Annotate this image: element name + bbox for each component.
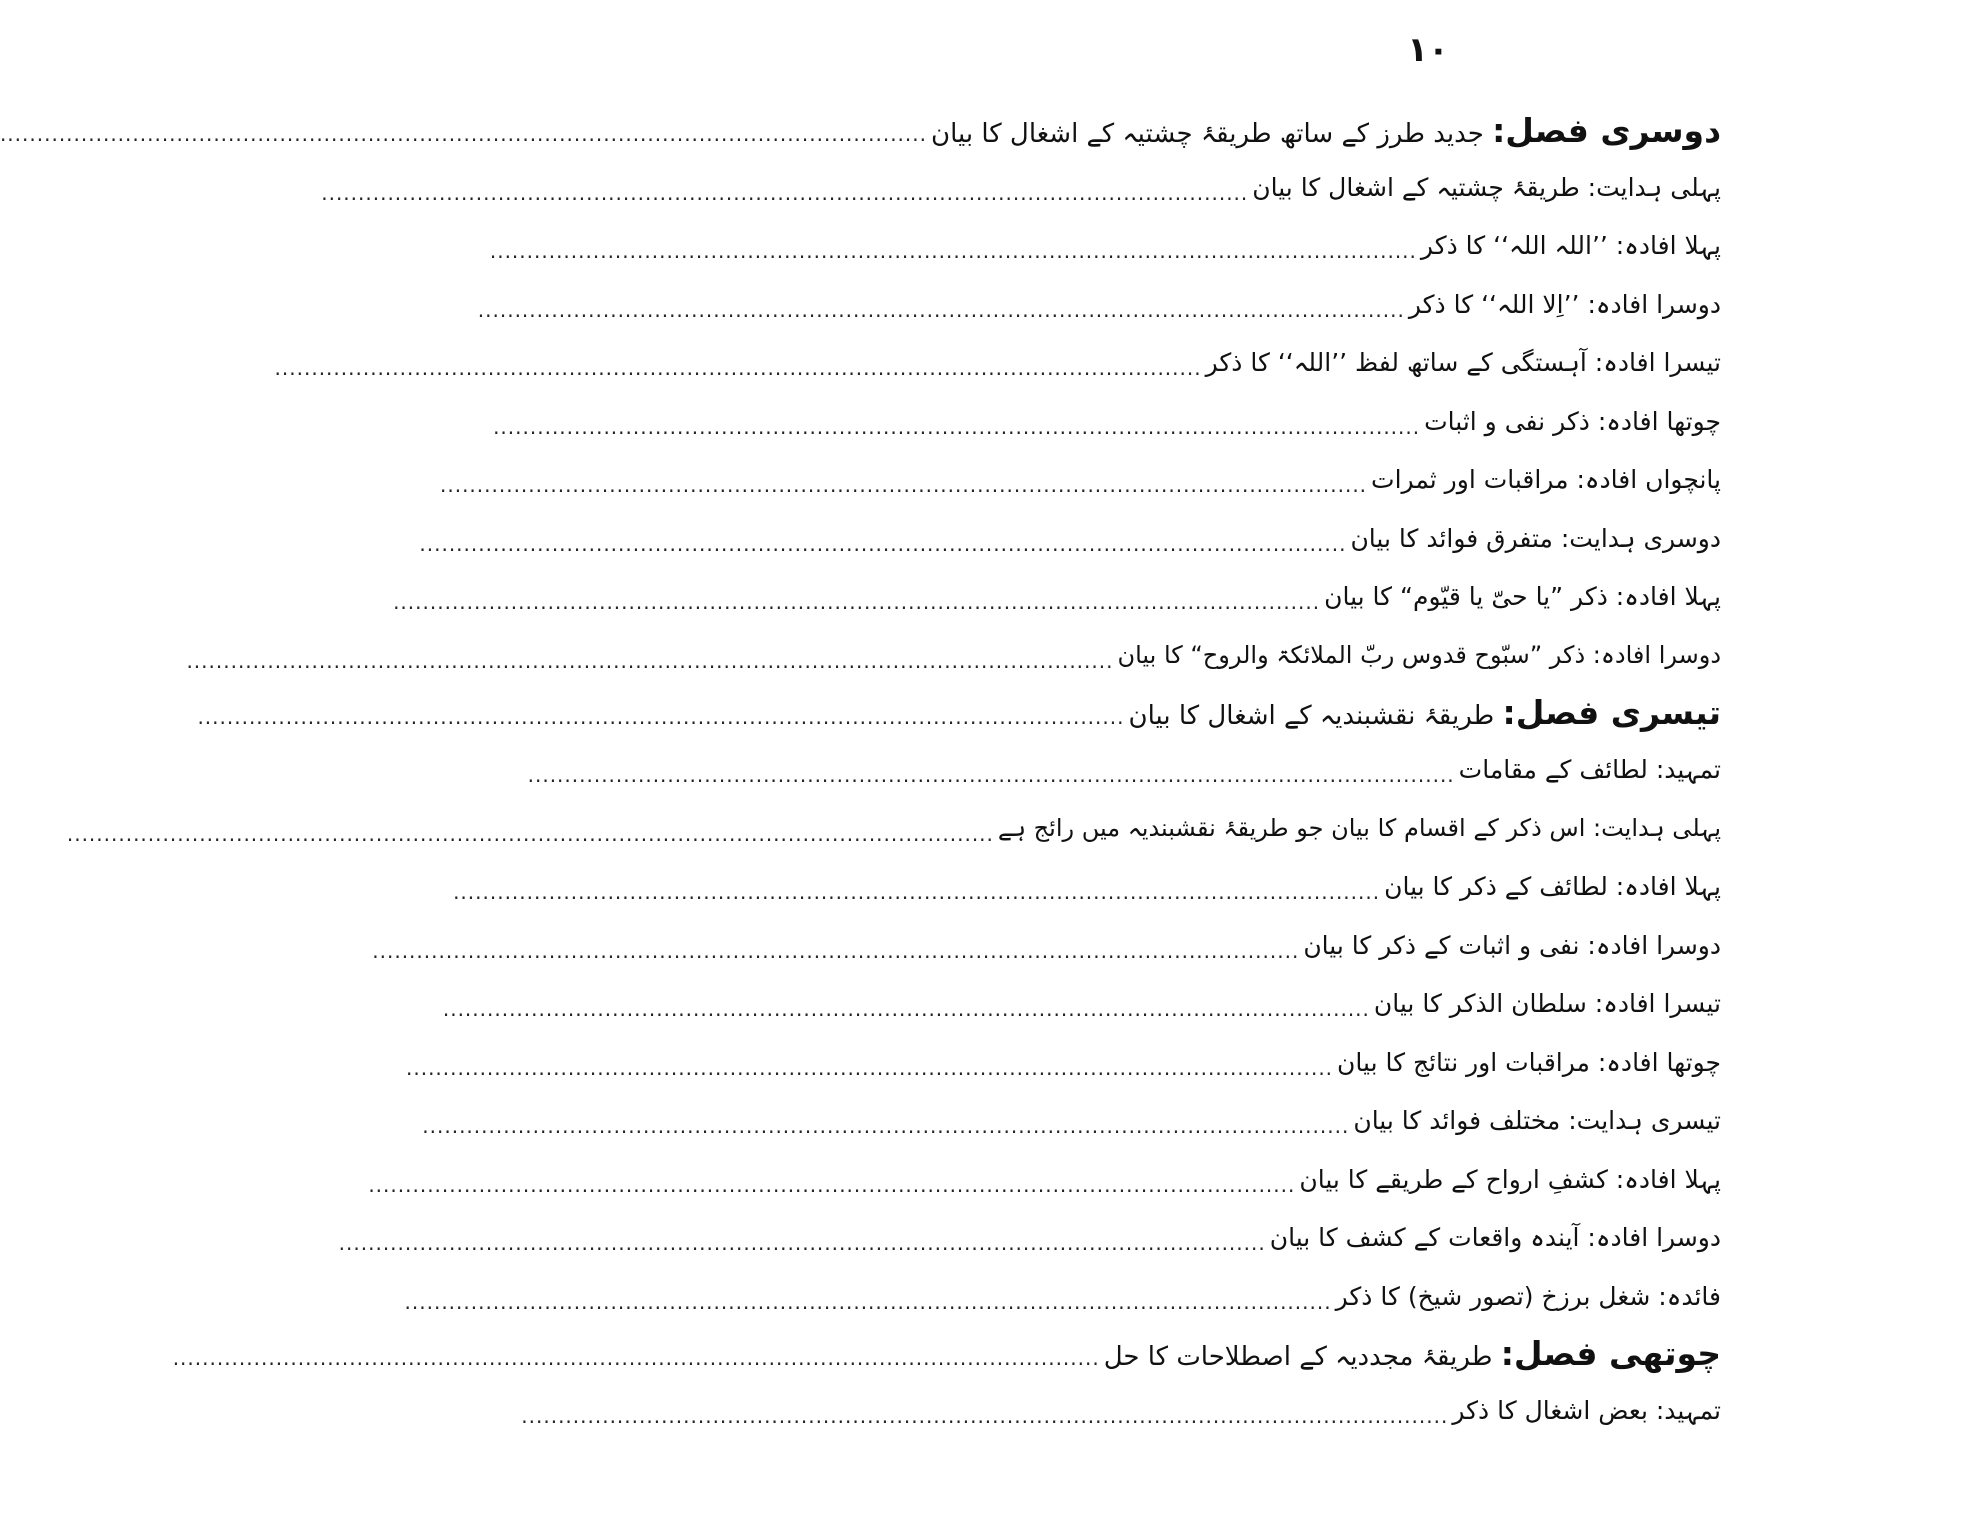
dot-leader: ..............................................................................................................................	[186, 648, 1114, 673]
toc-entry	[493, 392, 1721, 451]
toc-entry-text: تمہید: بعض اشغال کا ذکر	[1452, 1396, 1721, 1426]
toc-entry-text: پہلا افادہ: ذکر ”یا حیّ یا قیّوم“ کا بیان	[1324, 582, 1721, 612]
toc-entry	[489, 217, 1721, 276]
dot-leader: ..............................................................................................................................	[527, 763, 1455, 787]
toc-entry-text: طریقۂ نقشبندیہ کے اشغال کا بیان	[1128, 701, 1503, 731]
dot-leader: ..............................................................................................................................	[404, 1289, 1332, 1314]
toc-entry	[419, 509, 1721, 568]
toc-entry	[477, 275, 1721, 334]
toc-entry-label	[931, 111, 1721, 150]
table-of-contents	[0, 102, 1721, 1440]
toc-entry-text: تمہید: لطائف کے مقامات	[1458, 755, 1721, 785]
dot-leader: ..............................................................................................................................	[521, 1404, 1449, 1428]
toc-entry-label	[1128, 693, 1721, 732]
toc-entry	[274, 334, 1721, 393]
toc-entry	[527, 741, 1721, 800]
toc-entry-text: پہلا افادہ: لطائف کے ذکر کا بیان	[1384, 872, 1721, 902]
toc-entry	[404, 1267, 1721, 1326]
toc-entry-label	[1104, 1334, 1721, 1373]
toc-entry	[453, 858, 1721, 917]
toc-entry	[406, 1033, 1721, 1092]
dot-leader: ..............................................................................................................................	[274, 356, 1202, 380]
section-heading: تیسری فصل:	[1502, 693, 1721, 732]
dot-leader: ..............................................................................................................................	[442, 997, 1370, 1021]
toc-entry-section-2	[0, 102, 1721, 158]
toc-entry	[440, 451, 1721, 510]
toc-entry-text: چوتھا افادہ: ذکر نفی و اثبات	[1424, 406, 1721, 436]
dot-leader: ..............................................................................................................................	[493, 414, 1421, 439]
toc-entry-text: چوتھا افادہ: مراقبات اور نتائج کا بیان	[1337, 1047, 1721, 1077]
toc-entry-text: تیسری ہدایت: مختلف فوائد کا بیان	[1353, 1106, 1721, 1136]
toc-entry-text: تیسرا افادہ: آہستگی کے ساتھ لفظ ’’اللہ‘‘ کا ذکر	[1205, 348, 1721, 378]
dot-leader: ..............................................................................................................................	[321, 180, 1249, 205]
toc-entry-text: دوسرا افادہ: ذکر ”سبّوح قدوس ربّ الملائکۃ والروح“ کا بیان	[1117, 641, 1721, 670]
toc-entry	[521, 1382, 1721, 1441]
toc-entry-text: پہلا افادہ: ’’اللہ اللہ‘‘ کا ذکر	[1420, 231, 1721, 261]
toc-entry	[422, 1092, 1721, 1151]
dot-leader: ..............................................................................................................................	[66, 821, 994, 846]
dot-leader: ..............................................................................................................................	[338, 1231, 1266, 1255]
toc-entry-text: پہلی ہدایت: طریقۂ چشتیہ کے اشغال کا بیان	[1252, 172, 1721, 202]
dot-leader: ..............................................................................................................................	[0, 122, 927, 146]
section-heading: دوسری فصل:	[1492, 110, 1721, 150]
section-heading: چوتھی فصل:	[1500, 1334, 1721, 1373]
dot-leader: ..............................................................................................................................	[453, 880, 1381, 904]
toc-entry-section-4	[172, 1326, 1721, 1382]
toc-entry-text: پہلی ہدایت: اس ذکر کے اقسام کا بیان جو طریقۂ نقشبندیہ میں رائج ہے	[997, 814, 1721, 843]
toc-entry-text: تیسرا افادہ: سلطان الذکر کا بیان	[1373, 989, 1721, 1019]
toc-entry-text: پہلا افادہ: کشفِ ارواح کے طریقے کا بیان	[1299, 1164, 1721, 1194]
dot-leader: ..............................................................................................................................	[197, 704, 1125, 729]
dot-leader: ..............................................................................................................................	[368, 1172, 1296, 1197]
dot-leader: ..............................................................................................................................	[419, 531, 1347, 556]
toc-entry	[368, 1150, 1721, 1209]
dot-leader: ..............................................................................................................................	[477, 297, 1405, 322]
toc-entry	[321, 158, 1721, 217]
dot-leader: ..............................................................................................................................	[422, 1114, 1350, 1138]
dot-leader: ..............................................................................................................................	[440, 473, 1368, 497]
toc-entry	[393, 568, 1721, 627]
dot-leader: ..............................................................................................................................	[406, 1055, 1334, 1080]
toc-entry-section-3	[197, 685, 1721, 741]
page-number: ۱۰	[1407, 30, 1449, 70]
dot-leader: ..............................................................................................................................	[372, 938, 1300, 963]
toc-entry	[66, 799, 1721, 858]
toc-entry-text: دوسری ہدایت: متفرق فوائد کا بیان	[1350, 523, 1721, 553]
toc-entry	[338, 1209, 1721, 1268]
dot-leader: ..............................................................................................................................	[489, 239, 1417, 263]
toc-entry	[372, 916, 1721, 975]
toc-entry-text: دوسرا افادہ: آیندہ واقعات کے کشف کا بیان	[1269, 1223, 1721, 1253]
toc-entry-text: طریقۂ مجددیہ کے اصطلاحات کا حل	[1103, 1342, 1501, 1372]
toc-entry-text: دوسرا افادہ: ’’اِلا اللہ‘‘ کا ذکر	[1408, 289, 1721, 319]
dot-leader: ..............................................................................................................................	[393, 590, 1321, 614]
toc-entry-text: پانچواں افادہ: مراقبات اور ثمرات	[1371, 465, 1721, 495]
toc-entry	[442, 975, 1721, 1034]
toc-entry-text: جدید طرز کے ساتھ طریقۂ چشتیہ کے اشغال کا بیان	[931, 118, 1493, 149]
toc-entry-text: دوسرا افادہ: نفی و اثبات کے ذکر کا بیان	[1303, 930, 1721, 960]
toc-entry	[186, 626, 1721, 685]
toc-entry-text: فائدہ: شغل برزخ (تصور شیخ) کا ذکر	[1335, 1281, 1721, 1311]
dot-leader: ..............................................................................................................................	[172, 1345, 1100, 1370]
